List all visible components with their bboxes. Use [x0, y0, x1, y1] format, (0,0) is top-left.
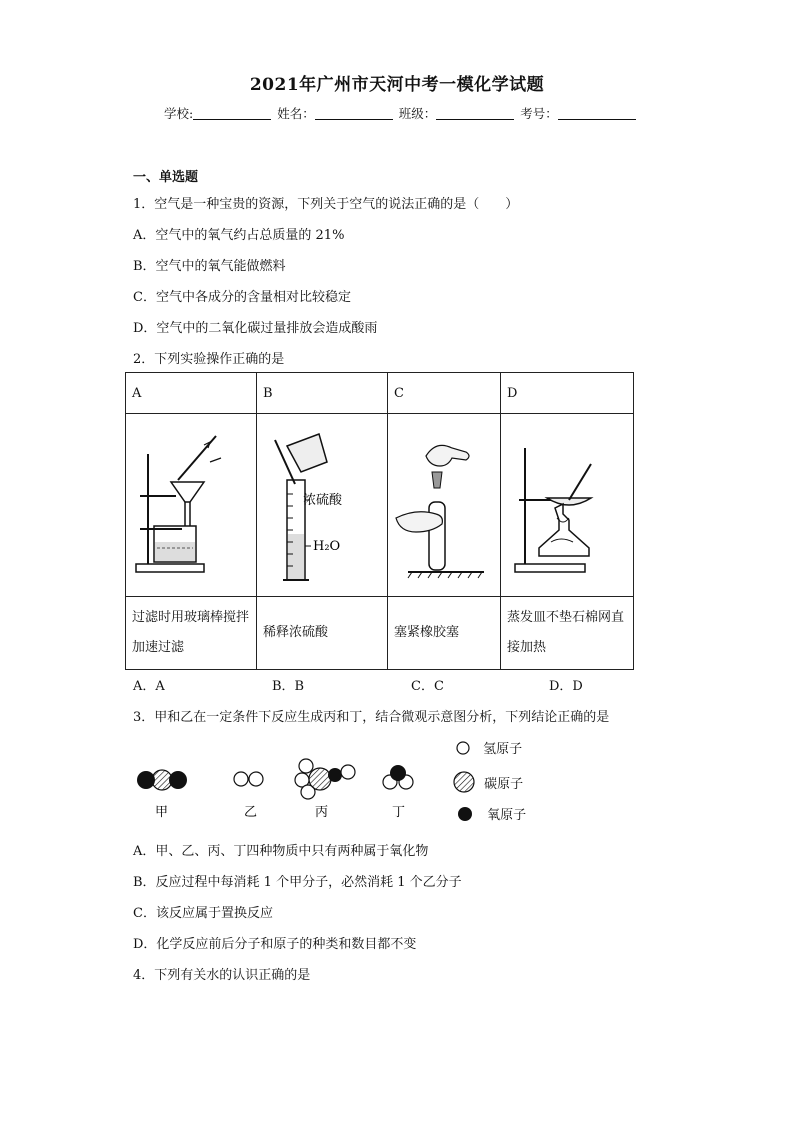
molecule-ding-icon	[383, 765, 413, 789]
class-label: 班级：	[398, 106, 437, 121]
figure-stopper	[388, 414, 501, 597]
oxygen-atom-icon	[457, 806, 473, 822]
legend-carbon-label: 碳原子	[484, 777, 524, 792]
q2-option-a: A．A	[133, 679, 165, 694]
q2-option-b: B．B	[272, 679, 305, 694]
q1-option-a: A．空气中的氧气约占总质量的 21%	[133, 228, 345, 243]
water-label: H₂O	[313, 539, 341, 554]
q1-option-d: D．空气中的二氧化碳过量排放会造成酸雨	[133, 321, 378, 336]
legend-hydrogen-label: 氢原子	[483, 742, 523, 757]
student-info-fields	[164, 104, 638, 122]
q3-option-d: D．化学反应前后分子和原子的种类和数目都不变	[133, 937, 417, 952]
number-label: 考号：	[520, 106, 558, 121]
figure-filtration	[126, 414, 257, 597]
page-title: 2021年广州市天河中考一模化学试题	[249, 75, 545, 95]
header-b: B	[257, 373, 388, 414]
experiment-table	[125, 372, 634, 670]
molecule-label-ding: 丁	[392, 805, 406, 820]
number-blank[interactable]	[558, 107, 636, 120]
header-d: D	[501, 373, 634, 414]
q3-option-b: B．反应过程中每消耗 1 个甲分子，必然消耗 1 个乙分子	[133, 875, 462, 890]
q1-option-c: C．空气中各成分的含量相对比较稳定	[133, 290, 351, 305]
q2-option-c: C．C	[411, 679, 444, 694]
legend-hydrogen	[455, 738, 522, 757]
q1-option-b: B．空气中的氧气能做燃料	[133, 259, 286, 274]
caption-a: 过滤时用玻璃棒搅拌加速过滤	[126, 597, 257, 670]
molecule-label-bing: 丙	[315, 805, 329, 820]
caption-b: 稀释浓硫酸	[257, 597, 388, 670]
legend-carbon	[452, 770, 523, 794]
figure-dilution	[257, 414, 388, 597]
q3-option-a: A．甲、乙、丙、丁四种物质中只有两种属于氧化物	[133, 844, 429, 859]
q3-stem: 3．甲和乙在一定条件下反应生成丙和丁，结合微观示意图分析，下列结论正确的是	[133, 710, 610, 725]
concentrated-acid-label: 浓硫酸	[303, 493, 343, 508]
q2-stem: 2．下列实验操作正确的是	[133, 352, 285, 367]
legend-oxygen-label: 氧原子	[487, 808, 527, 823]
section-heading: 一、单选题	[133, 170, 199, 185]
name-blank[interactable]	[315, 107, 393, 120]
molecule-yi-icon	[234, 772, 263, 786]
hydrogen-atom-icon	[455, 740, 471, 756]
q2-option-d: D．D	[549, 679, 583, 694]
school-blank[interactable]	[193, 107, 271, 120]
caption-c: 塞紧橡胶塞	[388, 597, 501, 670]
molecule-label-yi: 乙	[244, 805, 258, 820]
q4-stem: 4．下列有关水的认识正确的是	[133, 968, 311, 983]
name-label: 姓名：	[277, 106, 315, 121]
dilution-apparatus-icon	[257, 414, 387, 592]
molecule-label-jia: 甲	[155, 805, 169, 820]
caption-d: 蒸发皿不垫石棉网直接加热	[501, 597, 634, 670]
legend-oxygen	[457, 804, 526, 823]
filtration-apparatus-icon	[126, 414, 256, 592]
q3-option-c: C．该反应属于置换反应	[133, 906, 273, 921]
carbon-atom-icon	[452, 770, 476, 794]
figure-evaporation	[501, 414, 634, 597]
class-blank[interactable]	[436, 107, 514, 120]
stopper-apparatus-icon	[388, 414, 498, 592]
molecule-jia-icon	[137, 770, 187, 790]
molecule-bing-icon	[295, 759, 355, 799]
evaporation-apparatus-icon	[501, 414, 631, 592]
q1-stem: 1．空气是一种宝贵的资源，下列关于空气的说法正确的是（ ）	[133, 197, 519, 212]
school-label: 学校:	[164, 106, 194, 121]
header-c: C	[388, 373, 501, 414]
header-a: A	[126, 373, 257, 414]
